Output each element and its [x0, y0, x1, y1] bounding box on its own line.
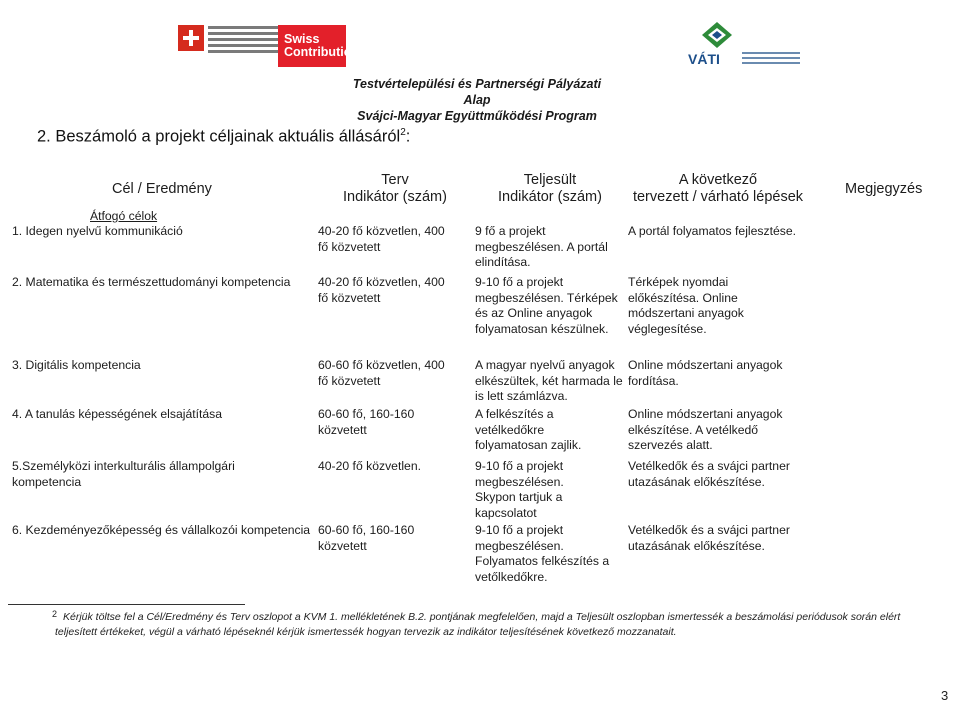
- swiss-flag-icon: [178, 25, 204, 51]
- row1-done: 9 fő a projekt megbeszélésen. A portál elindítása.: [475, 224, 608, 269]
- header-plan: Terv Indikátor (szám): [343, 172, 447, 205]
- vati-logo: [688, 22, 800, 68]
- row4-done: A felkészítés a vetélkedőkre folyamatosan zajlik.: [475, 407, 582, 452]
- row6-next: Vetélkedők és a svájci partner utazásának előkészítése.: [628, 523, 790, 553]
- row3-next: Online módszertani anyagok fordítása.: [628, 358, 783, 388]
- row4-next: Online módszertani anyagok elkészítése. A vetélkedő szervezés alatt.: [628, 407, 783, 452]
- row6-plan: 60-60 fő, 160-160 közvetett: [318, 523, 415, 553]
- row5-goal: 5.Személyközi interkulturális állampolgári kompetencia: [12, 459, 235, 489]
- row2-done: 9-10 fő a projekt megbeszélésen. Térképek és az Online anyagok folyamatosan készülnek.: [475, 275, 618, 336]
- section-title: 2. Beszámoló a projekt céljainak aktuális állásáról$^2$:: [37, 127, 411, 146]
- footnote-separator: [8, 604, 245, 605]
- swiss-contribution-logo: [178, 25, 359, 67]
- header-next: A következő tervezett / várható lépések: [632, 172, 804, 205]
- header-goal: Cél / Eredmény: [112, 181, 212, 197]
- footnote: 2 Kérjük töltse fel a Cél/Eredmény és Terv oszlopot a KVM 1. mellékletének B.2. pontjának megfelelően, majd a Teljesült oszlopban ismertessék a beszámolási periódusok során elért teljesített értékeket, végül a várható lépéseknél kérjük ismertessék hogyan tervezik az indikátor teljesítésének következő mozzanatait.: [52, 609, 901, 638]
- header-done: Teljesült Indikátor (szám): [498, 172, 602, 205]
- row5-plan: 40-20 fő közvetlen.: [318, 459, 421, 473]
- row6-goal: 6. Kezdeményezőképesség és vállalkozói kompetencia: [12, 523, 311, 537]
- page-number: 3: [941, 688, 949, 703]
- row5-done: 9-10 fő a projekt megbeszélésen. Skypon tartjuk a kapcsolatot: [475, 459, 564, 520]
- row1-goal: 1. Idegen nyelvű kommunikáció: [12, 224, 183, 238]
- swiss-contribution-label: Swiss Contribution: [278, 25, 346, 67]
- row1-plan: 40-20 fő közvetlen, 400 fő közvetett: [318, 224, 445, 254]
- row2-goal: 2. Matematika és természettudományi kompetencia: [12, 275, 291, 289]
- vati-mark-icon: [702, 22, 732, 48]
- row2-next: Térképek nyomdai előkészítésa. Online módszertani anyagok véglegesítése.: [628, 275, 744, 336]
- row4-goal: 4. A tanulás képességének elsajátítása: [12, 407, 223, 421]
- vati-wordmark: VÁTI: [688, 51, 720, 67]
- group-label: Átfogó célok: [90, 209, 158, 223]
- row3-goal: 3. Digitális kompetencia: [12, 358, 141, 372]
- footnote-reference: 2: [400, 127, 406, 138]
- row2-plan: 40-20 fő közvetlen, 400 fő közvetett: [318, 275, 445, 305]
- row3-plan: 60-60 fő közvetlen, 400 fő közvetett: [318, 358, 445, 388]
- row4-plan: 60-60 fő, 160-160 közvetett: [318, 407, 415, 437]
- row3-done: A magyar nyelvű anyagok elkészültek, két harmada le is lett számlázva.: [475, 358, 623, 403]
- row6-done: 9-10 fő a projekt megbeszélésen. Folyamatos felkészítés a vetőlkedőkre.: [475, 523, 610, 584]
- program-name: Testvértelepülési és Partnerségi Pályázati Alap Svájci-Magyar Együttműködési Program: [352, 77, 602, 123]
- row5-next: Vetélkedők és a svájci partner utazásának előkészítése.: [628, 459, 790, 489]
- header-notes: Megjegyzés: [845, 181, 923, 197]
- row1-next: A portál folyamatos fejlesztése.: [628, 224, 796, 238]
